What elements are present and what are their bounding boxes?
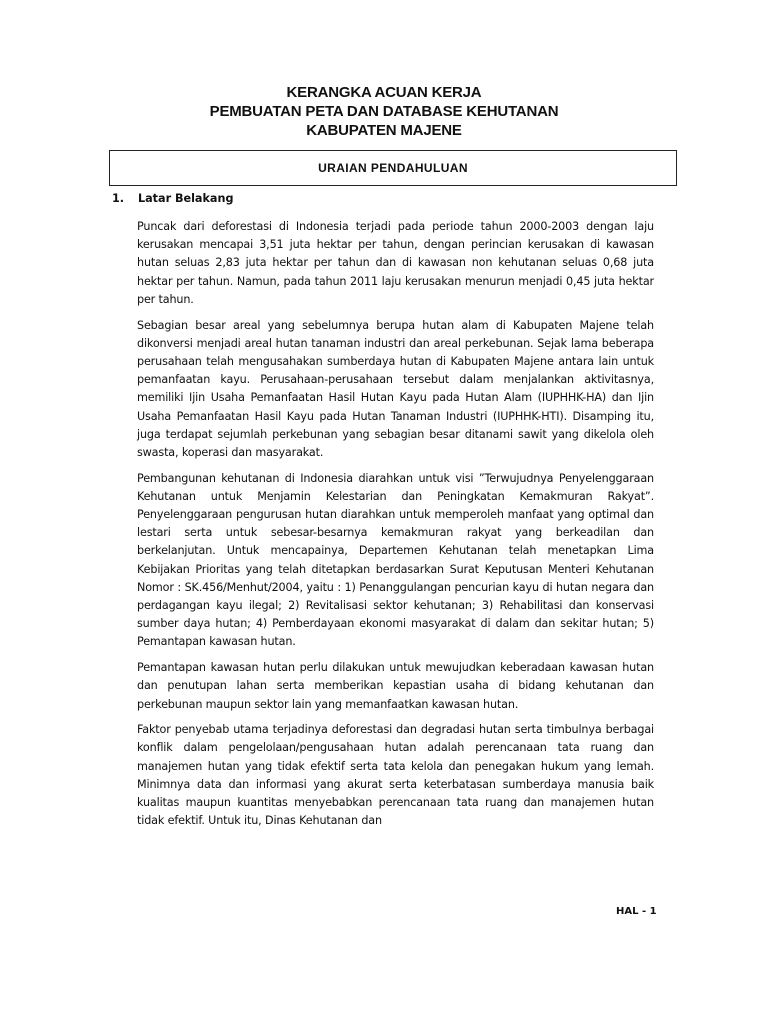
paragraph: Sebagian besar areal yang sebelumnya berupa hutan alam di Kabupaten Majene telah dikonversi menjadi areal hutan tanaman industri dan areal perkebunan. Sejak lama beberapa perusahaan telah mengusahakan sumberdaya hutan di Kabupaten Majene antara lain untuk pemanfaatan kayu. Perusahaan-perusahaan tersebut dalam menjalankan aktivitasnya, memiliki Ijin Usaha Pemanfaatan Hasil Hutan Kayu pada Hutan Alam (IUPHHK-HA) dan Ijin Usaha Pemanfaatan Hasil Kayu pada Hutan Tanaman Industri (IUPHHK-HTI). Disamping itu, juga terdapat sejumlah perkebunan yang sebagian besar ditanami sawit yang dikelola oleh swasta, koperasi dan masyarakat. xyxy=(137,318,654,459)
title-line-2: PEMBUATAN PETA DAN DATABASE KEHUTANAN xyxy=(209,103,559,120)
paragraph: Puncak dari deforestasi di Indonesia terjadi pada periode tahun 2000-2003 dengan laju kerusakan mencapai 3,51 juta hektar per tahun, dengan perincian kerusakan di kawasan hutan seluas 2,83 juta hektar per tahun dan di kawasan non kehutanan seluas 0,68 juta hektar per tahun. Namun, pada tahun 2011 laju kerusakan menurun menjadi 0,45 juta hektar per tahun. xyxy=(137,220,654,306)
subsection-heading xyxy=(112,191,233,207)
body-text xyxy=(137,218,654,838)
subsection-number: 1. xyxy=(112,192,125,205)
section-header-label: URAIAN PENDAHULUAN xyxy=(318,161,468,175)
paragraph: Pemantapan kawasan hutan perlu dilakukan untuk mewujudkan keberadaan kawasan hutan dan penutupan lahan serta memberikan kepastian usaha di bidang kehutanan dan perkebunan maupun sektor lain yang memanfaatkan kawasan hutan. xyxy=(137,661,654,711)
subsection-label: Latar Belakang xyxy=(138,192,234,205)
title-line-1: KERANGKA ACUAN KERJA xyxy=(286,84,482,101)
title-line-3: KABUPATEN MAJENE xyxy=(306,122,462,139)
paragraph: Faktor penyebab utama terjadinya deforestasi dan degradasi hutan serta timbulnya berbagai konflik dalam pengelolaan/pengusahaan hutan adalah perencanaan tata ruang dan manajemen hutan yang tidak efektif serta tata kelola dan penegakan hukum yang lemah. Minimnya data dan informasi yang akurat serta keterbatasan sumberdaya manusia baik kualitas maupun kuantitas menyebabkan perencanaan tata ruang dan manajemen hutan tidak efektif. Untuk itu, Dinas Kehutanan dan xyxy=(137,723,654,828)
page-number: HAL - 1 xyxy=(616,906,657,917)
section-header-box xyxy=(109,150,677,186)
document-title xyxy=(0,83,768,140)
paragraph: Pembangunan kehutanan di Indonesia diarahkan untuk visi ”Terwujudnya Penyelenggaraan Kehutanan untuk Menjamin Kelestarian dan Peningkatan Kemakmuran Rakyat”. Penyelenggaraan pengurusan hutan diarahkan untuk memperoleh manfaat yang optimal dan lestari serta untuk sebesar-besarnya kemakmuran rakyat yang berkeadilan dan berkelanjutan. Untuk mencapainya, Departemen Kehutanan telah menetapkan Lima Kebijakan Prioritas yang telah ditetapkan berdasarkan Surat Keputusan Menteri Kehutanan Nomor : SK.456/Menhut/2004, yaitu : 1) Penanggulangan pencurian kayu di hutan negara dan perdagangan kayu ilegal; 2) Revitalisasi sektor kehutanan; 3) Rehabilitasi dan konservasi sumber daya hutan; 4) Pemberdayaan ekonomi masyarakat di dalam dan sekitar hutan; 5) Pemantapan kawasan hutan. xyxy=(137,471,654,649)
